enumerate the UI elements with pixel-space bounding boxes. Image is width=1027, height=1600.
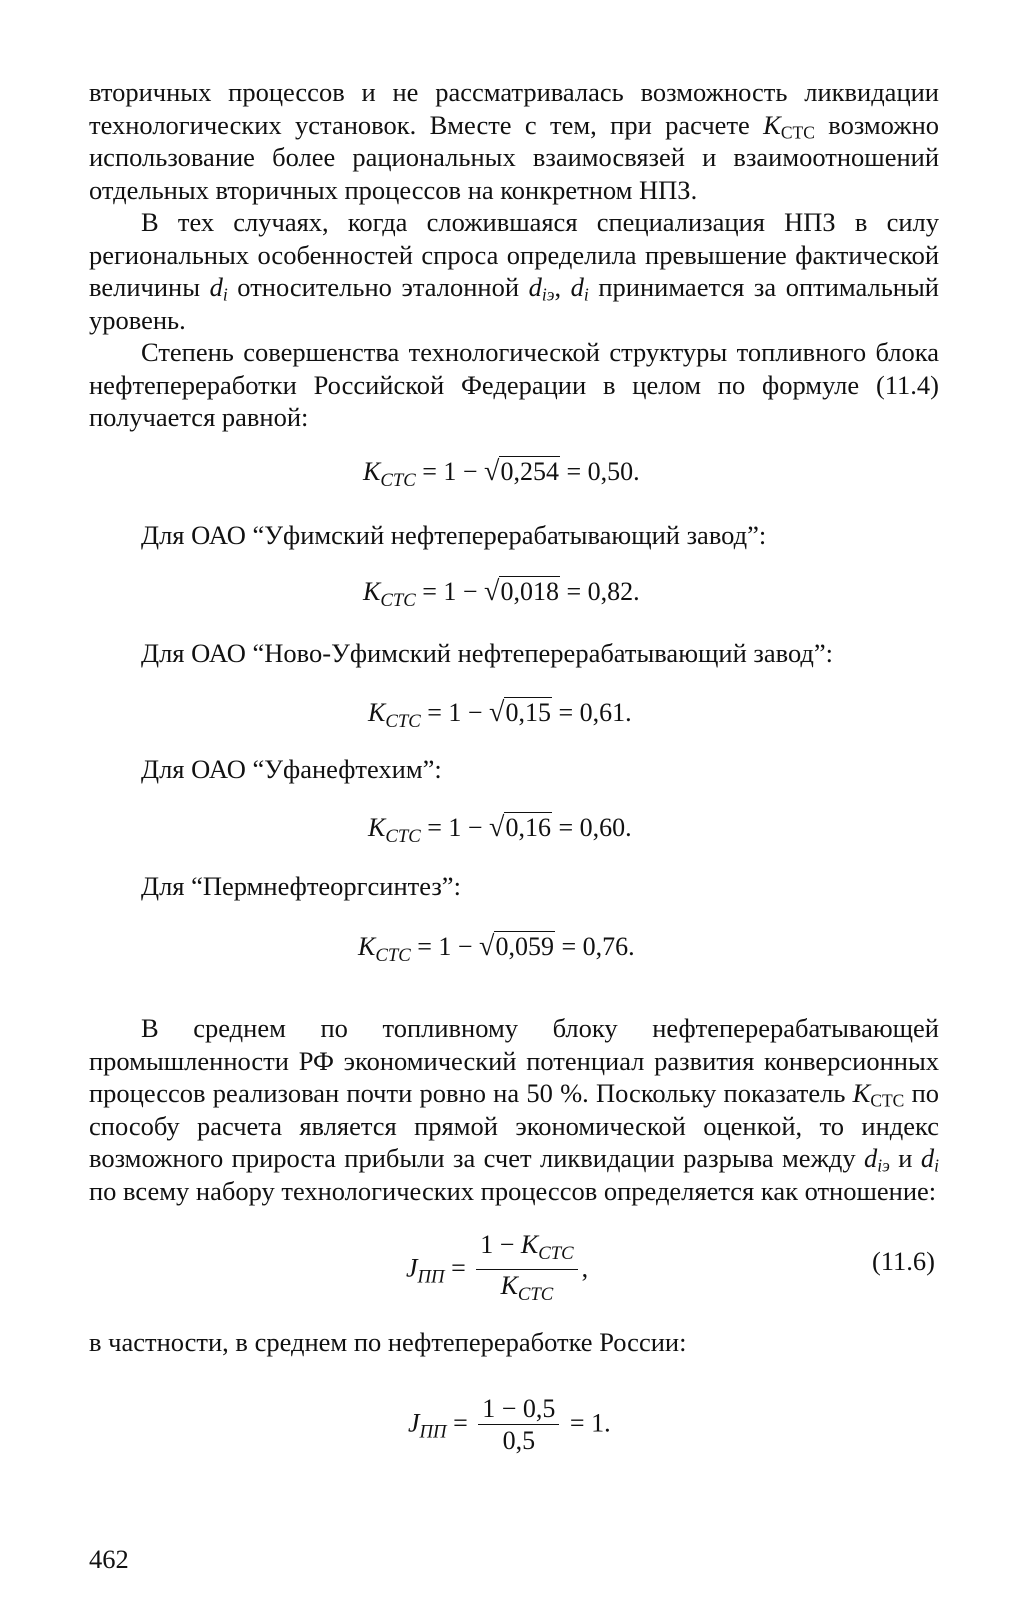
line-novo: Для ОАО “Ново-Уфимский нефтеперерабатывающий завод”:	[141, 638, 834, 668]
paragraph-5: в частности, в среднем по нефтепереработке России:	[89, 1327, 687, 1357]
line-ufaneft: Для ОАО “Уфанефтехим”:	[141, 754, 442, 784]
formula-perm: $K_{CTC} = 1 - √0,059 = 0,76$.	[358, 931, 635, 966]
equation-number: (11.6)	[871, 1246, 935, 1276]
formula-rf: $K_{CTC} = 1 - √0,254 = 0,50$.	[363, 456, 640, 491]
formula-novo: $K_{CTC} = 1 - √0,15 = 0,61$.	[368, 697, 632, 732]
equation-final: $J_{ПП}$ = $\frac{1 - 0,5}{0,5}$ = 1.	[408, 1394, 611, 1455]
line-ufa: Для ОАО “Уфимский нефтеперерабатывающий завод”:	[141, 520, 767, 550]
paragraph-4: В среднем по топливному блоку нефтеперерабатывающей промышленности РФ экономический потенциал развития конверсионных процессов реализован почти ровно на 50 %. Поскольку показатель $K_{СТС}$ по способу расчета является прямой экономической оценкой, то индекс возможного прироста прибыли за счет ликвидации разрыва между $d_{iэ}$ и $d_i$ по всему набору технологических процессов определяется как отношение:	[89, 1013, 940, 1206]
paragraph-1: вторичных процессов и не рассматривалась возможность ликвидации технологических установок. Вместе с тем, при расчете $K_{СТС}$ возможно использование более рациональных взаимосвязей и взаимоотношений отдельных вторичных процессов на конкретном НПЗ.	[89, 77, 940, 205]
formula-ufaneft: $K_{CTC} = 1 - √0,16 = 0,60$.	[368, 812, 632, 847]
formula-ufa: $K_{CTC} = 1 - √0,018 = 0,82$.	[363, 576, 640, 611]
paragraph-3: Степень совершенства технологической структуры топливного блока нефтепереработки Российской Федерации в целом по формуле (11.4) получается равной:	[89, 337, 939, 432]
paragraph-2: В тех случаях, когда сложившаяся специализация НПЗ в силу региональных особенностей спроса определила превышение фактической величины $d_i$ относительно эталонной $d_{iэ}$, $d_i$ принимается за оптимальный уровень.	[89, 207, 939, 335]
line-perm: Для “Пермнефтеоргсинтез”:	[141, 871, 461, 901]
equation-11-6: $J_{ПП}$ = $\frac{1 - K_{CTC}}{K_{CTC}}$ ,	[406, 1230, 589, 1305]
page-number: 462	[89, 1544, 129, 1574]
